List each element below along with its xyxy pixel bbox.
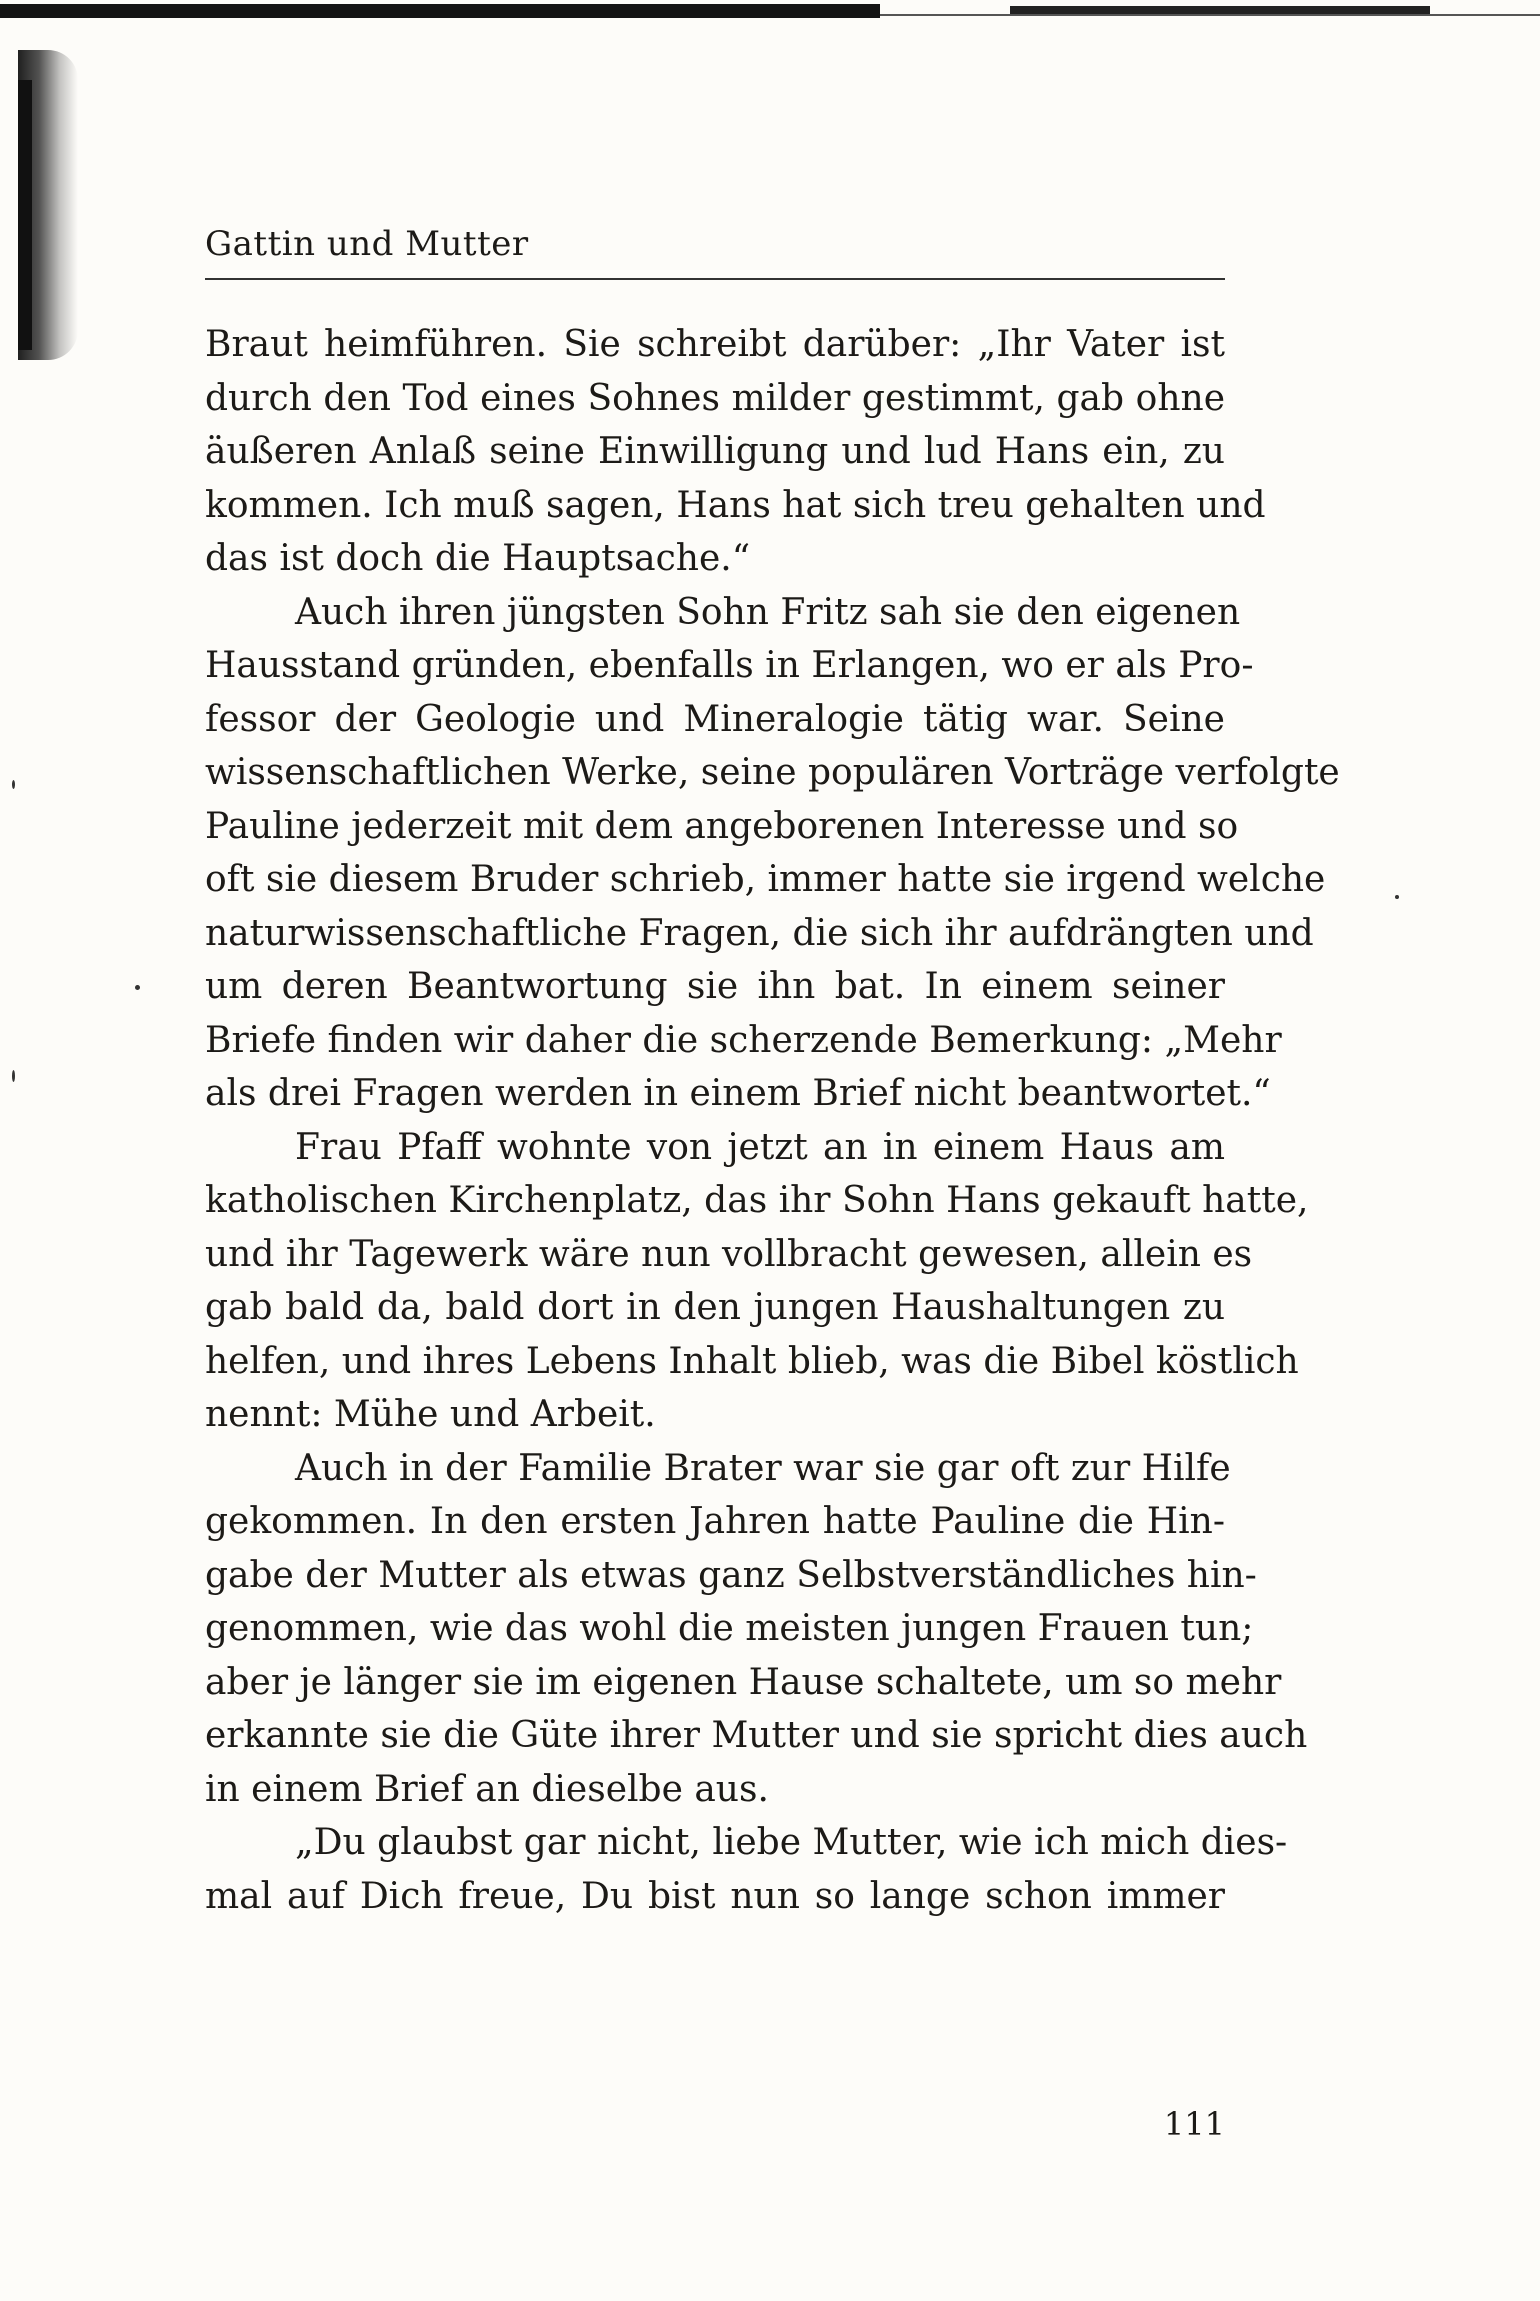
scan-border-top (0, 4, 880, 18)
text-line: als drei Fragen werden in einem Brief nicht beantwortet.“ (205, 1073, 1271, 1114)
text-line: „Du glaubst gar nicht, liebe Mutter, wie ich mich dies- (295, 1822, 1288, 1863)
text-line: erkannte sie die Güte ihrer Mutter und sie spricht dies auch (205, 1715, 1308, 1756)
text-line: mal auf Dich freue, Du bist nun so lange schon immer (205, 1875, 1225, 1917)
scan-speck (1395, 895, 1399, 899)
page-number: 111 (1163, 2105, 1225, 2143)
text-line: Braut heimführen. Sie schreibt darüber: „Ihr Vater ist (205, 324, 1225, 365)
page-header (205, 220, 1225, 280)
text-line: kommen. Ich muß sagen, Hans hat sich treu gehalten und (205, 484, 1266, 526)
text-line: durch den Tod eines Sohnes milder gestimmt, gab ohne (205, 377, 1225, 419)
scan-border-line (880, 14, 1540, 16)
text-line: fessor der Geologie und Mineralogie tätig war. Seine (205, 698, 1225, 740)
text-line: wissenschaftlichen Werke, seine populären Vorträge verfolgte (205, 752, 1340, 793)
text-line: Frau Pfaff wohnte von jetzt an in einem Haus am (295, 1126, 1225, 1168)
text-line: naturwissenschaftliche Fragen, die sich ihr aufdrängten und (205, 912, 1314, 954)
scan-speck (135, 985, 140, 990)
text-line: helfen, und ihres Lebens Inhalt blieb, was die Bibel köstlich (205, 1340, 1299, 1382)
scan-speck (12, 780, 15, 789)
text-line: Briefe finden wir daher die scherzende Bemerkung: „Mehr (205, 1019, 1282, 1061)
text-line: und ihr Tagewerk wäre nun vollbracht gewesen, allein es (205, 1233, 1253, 1275)
text-line: Hausstand gründen, ebenfalls in Erlangen, wo er als Pro- (205, 645, 1254, 686)
text-line: äußeren Anlaß seine Einwilligung und lud Hans ein, zu (205, 431, 1225, 472)
text-line: um deren Beantwortung sie ihn bat. In einem seiner (205, 966, 1225, 1007)
paragraph (205, 1442, 1308, 1817)
running-title: Gattin und Mutter (205, 224, 529, 264)
paragraph (205, 1816, 1288, 1923)
paragraph (205, 318, 1266, 586)
text-line: nennt: Mühe und Arbeit. (205, 1394, 656, 1435)
body-text (205, 318, 1340, 1923)
text-line: gab bald da, bald dort in den jungen Haushaltungen zu (205, 1287, 1225, 1328)
text-line: Pauline jederzeit mit dem angeborenen Interesse und so (205, 805, 1239, 847)
text-line: oft sie diesem Bruder schrieb, immer hatte sie irgend welche (205, 859, 1326, 900)
paragraph (205, 1121, 1309, 1442)
scan-speck (12, 1070, 15, 1082)
paragraph (205, 586, 1340, 1121)
text-line: gabe der Mutter als etwas ganz Selbstverständliches hin- (205, 1554, 1257, 1596)
text-line: Auch ihren jüngsten Sohn Fritz sah sie den eigenen (295, 591, 1241, 633)
text-line: das ist doch die Hauptsache.“ (205, 538, 751, 579)
text-line: gekommen. In den ersten Jahren hatte Pauline die Hin- (205, 1501, 1225, 1542)
text-line: in einem Brief an dieselbe aus. (205, 1768, 769, 1810)
text-line: aber je länger sie im eigenen Hause schaltete, um so mehr (205, 1661, 1282, 1703)
scan-binding-edge (18, 80, 32, 350)
text-line: Auch in der Familie Brater war sie gar oft zur Hilfe (295, 1447, 1231, 1489)
text-line: genommen, wie das wohl die meisten jungen Frauen tun; (205, 1608, 1254, 1649)
text-line: katholischen Kirchenplatz, das ihr Sohn Hans gekauft hatte, (205, 1180, 1309, 1221)
